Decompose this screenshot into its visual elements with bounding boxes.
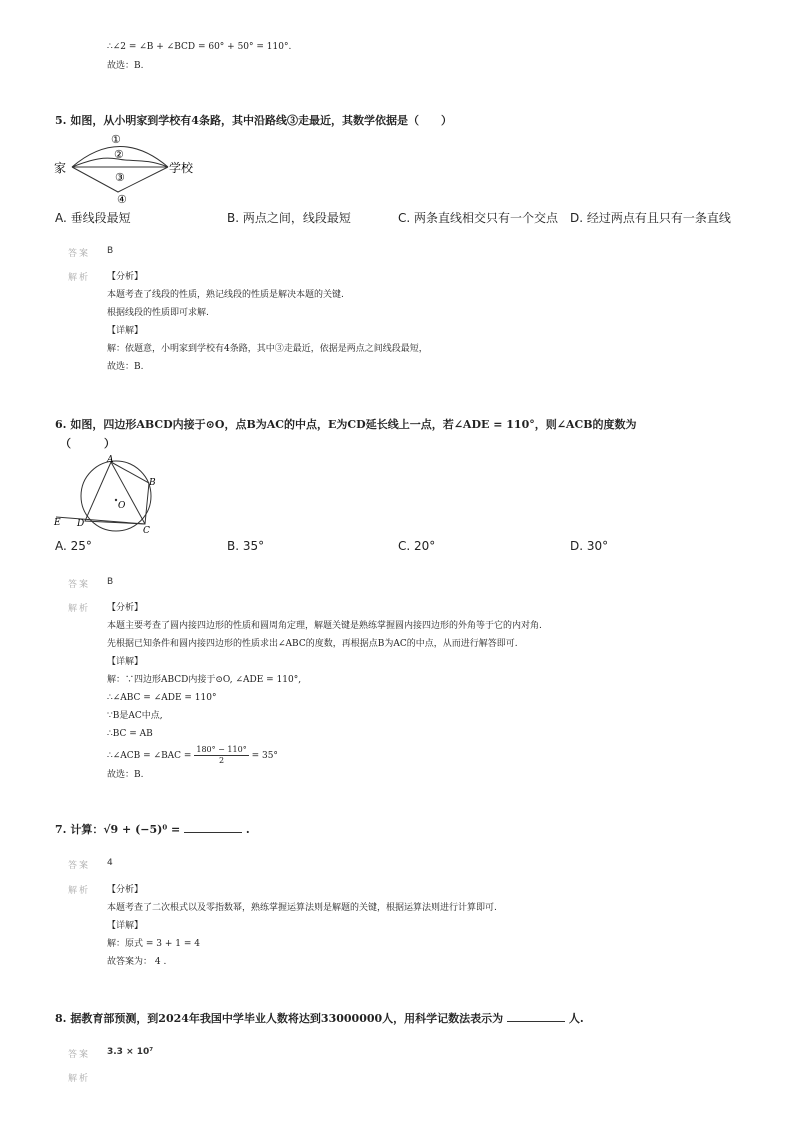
q6-fig-label-d: D bbox=[77, 519, 85, 529]
q6-analysis-label: 解析 bbox=[68, 604, 91, 614]
q5-answer: B bbox=[107, 246, 114, 256]
q6-answer-label: 答案 bbox=[68, 580, 91, 590]
q6-fraction: $\frac{180^\circ - 110^\circ}{2}$ bbox=[196, 745, 247, 765]
q6-option-d: D. 30° bbox=[570, 539, 609, 553]
q5-stem: 5. 如图，从小明家到学校有4条路，其中沿路线③走最近，其数学依据是（ ） bbox=[55, 114, 452, 127]
q7-analysis-label: 解析 bbox=[68, 886, 91, 896]
q6-fig-label-o: O bbox=[118, 501, 126, 511]
q5-analysis: 【分析】 本题考查了线段的性质，熟记线段的性质是解决本题的关键. 根据线段的性质即可求解. 【详解】 解：依题意，小明家到学校有4条路，其中③走最近，依据是两点之间线段最短， 故选：B. bbox=[107, 272, 428, 372]
q8-analysis-label: 解析 bbox=[68, 1074, 91, 1084]
q8-answer-label: 答案 bbox=[68, 1050, 91, 1060]
q5-fig-route3: ③ bbox=[115, 171, 125, 184]
q8-blank bbox=[507, 1010, 565, 1022]
q6-option-c: C. 20° bbox=[398, 539, 436, 553]
q5-option-a: A. 垂线段最短 bbox=[55, 211, 131, 225]
q5-fig-route4: ④ bbox=[117, 193, 127, 206]
q6-option-b: B. 35° bbox=[227, 539, 265, 553]
q5-fig-home: 家 bbox=[54, 161, 67, 175]
q6-answer: B bbox=[107, 577, 114, 587]
q5-answer-label: 答案 bbox=[68, 249, 91, 259]
q6-stem-paren: （ ） bbox=[60, 437, 115, 450]
q6-analysis: 【分析】 本题主要考查了圆内接四边形的性质和圆周角定理，解题关键是熟练掌握圆内接四边形的外角等于它的内对角. 先根据已知条件和圆内接四边形的性质求出∠ABC的度数，再根据点B为AC的中点，从而进行解答即可. 【详解】 解：∵四边形ABCD内接于⊙O, ∠ADE = 110°, ∴∠ABC = ∠ADE = 110° ∵B是AC中点, ∴BC = AB ∴∠ACB = ∠BAC = $\frac{180^\circ - 110^\circ}{2}$ = 35° 故选：B. bbox=[107, 603, 542, 780]
q7-stem: 7. 计算：√9 + (−5)⁰ = . bbox=[55, 823, 250, 836]
q5-option-b: B. 两点之间，线段最短 bbox=[227, 211, 351, 225]
q8-stem: 8. 据教育部预测，到2024年我国中学毕业人数将达到33000000人，用科学记数法表示为 人. bbox=[55, 1012, 584, 1025]
q7-answer-label: 答案 bbox=[68, 861, 91, 871]
q5-route-figure bbox=[50, 130, 210, 206]
q5-option-d: D. 经过两点有且只有一条直线 bbox=[570, 211, 731, 225]
q5-fig-school: 学校 bbox=[169, 161, 194, 175]
q6-fig-label-b: B bbox=[149, 478, 156, 488]
q8-answer: 3.3 × 10⁷ bbox=[107, 1047, 154, 1057]
q7-answer: 4 bbox=[107, 858, 113, 868]
q5-analysis-label: 解析 bbox=[68, 273, 91, 283]
prev-solution-line: ∴∠2 = ∠B + ∠BCD = 60° + 50° = 110°. bbox=[107, 42, 292, 52]
q6-fig-label-e: E bbox=[54, 518, 61, 528]
q6-option-a: A. 25° bbox=[55, 539, 92, 553]
q5-option-c: C. 两条直线相交只有一个交点 bbox=[398, 211, 559, 225]
q7-analysis: 【分析】 本题考查了二次根式以及零指数幂，熟练掌握运算法则是解题的关键，根据运算法则进行计算即可. 【详解】 解：原式 = 3 + 1 = 4 故答案为： 4 . bbox=[107, 885, 497, 967]
q6-fig-label-c: C bbox=[143, 526, 150, 534]
q6-circle-figure bbox=[50, 452, 165, 534]
q5-fig-route1: ① bbox=[111, 133, 121, 146]
q6-stem: 6. 如图，四边形ABCD内接于⊙O，点B为AC的中点，E为CD延长线上一点，若∠ADE = 110°，则∠ACB的度数为 bbox=[55, 418, 637, 431]
q5-fig-route2: ② bbox=[114, 148, 124, 161]
q6-fig-label-a: A bbox=[107, 455, 114, 465]
prev-conclusion: 故选：B. bbox=[107, 61, 144, 71]
q7-blank bbox=[184, 821, 242, 833]
